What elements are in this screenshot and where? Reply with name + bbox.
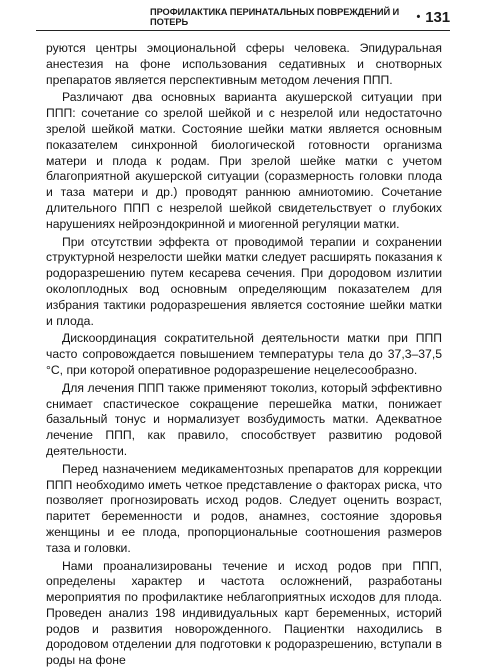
page-number: 131	[425, 8, 450, 26]
paragraph: Различают два основных варианта акушерской ситуации при ППП: сочетание со зрелой шейкой и с незрелой или недостаточно зрелой шейкой матки. Состояние шейки матки является основным показателем синхронной биологической готовности организма матери и плода к родам. При зрелой шейке матки с учетом благоприятной акушерской ситуации (соразмерность головки плода и таза матери и др.) проводят раннюю амниотомию. Сочетание длительного ППП с незрелой шейкой свидетельствует о глубоких нарушениях нейроэндокринной и миогенной регуляции матки.	[46, 90, 442, 231]
header-rule	[36, 30, 450, 31]
paragraph: руются центры эмоциональной сферы человека. Эпидуральная анестезия на фоне использования седативных и снотворных препаратов является перспективным методом лечения ППП.	[46, 41, 442, 87]
paragraph: Перед назначением медикаментозных препаратов для коррекции ППП необходимо иметь четкое представление о факторах риска, что позволяет прогнозировать исход родов. Следует оценить возраст, паритет беременности и родов, анамнез, состояние здоровья женщины и ее плода, пропорциональные соотношения размеров таза и головки.	[46, 461, 442, 555]
paragraph: Дискоординация сократительной деятельности матки при ППП часто сопровождается повышением температуры тела до 37,3–37,5 °С, при которой оперативное родоразрешение нецелесообразно.	[46, 331, 442, 377]
header-separator: •	[416, 11, 421, 23]
paragraph: При отсутствии эффекта от проводимой терапии и сохранении структурной незрелости шейки матки следует расширять показания к родоразрешению путем кесарева сечения. При дородовом излитии околоплодных вод основным определяющим показателем для избрания тактики родоразрешения является состояние шейки матки и плода.	[46, 234, 442, 328]
paragraph: Нами проанализированы течение и исход родов при ППП, определены характер и частота осложнений, разработаны мероприятия по профилактике неблагоприятных исходов для плода. Проведен анализ 198 индивидуальных карт беременных, историй родов и развития новорожденного. Пациентки находились в дородовом отделении для подготовки к родоразрешению, вступали в роды на фоне	[46, 558, 442, 668]
body-text	[46, 41, 442, 671]
running-title: ПРОФИЛАКТИКА ПЕРИНАТАЛЬНЫХ ПОВРЕЖДЕНИЙ И ПОТЕРЬ	[150, 7, 400, 27]
paragraph: Для лечения ППП также применяют токолиз, который эффективно снимает спастическое сокращение перешейка матки, понижает базальный тонус и нормализует возбудимость матки. Адекватное лечение ППП, как правило, способствует развитию родовой деятельности.	[46, 380, 442, 458]
running-header	[150, 6, 450, 28]
